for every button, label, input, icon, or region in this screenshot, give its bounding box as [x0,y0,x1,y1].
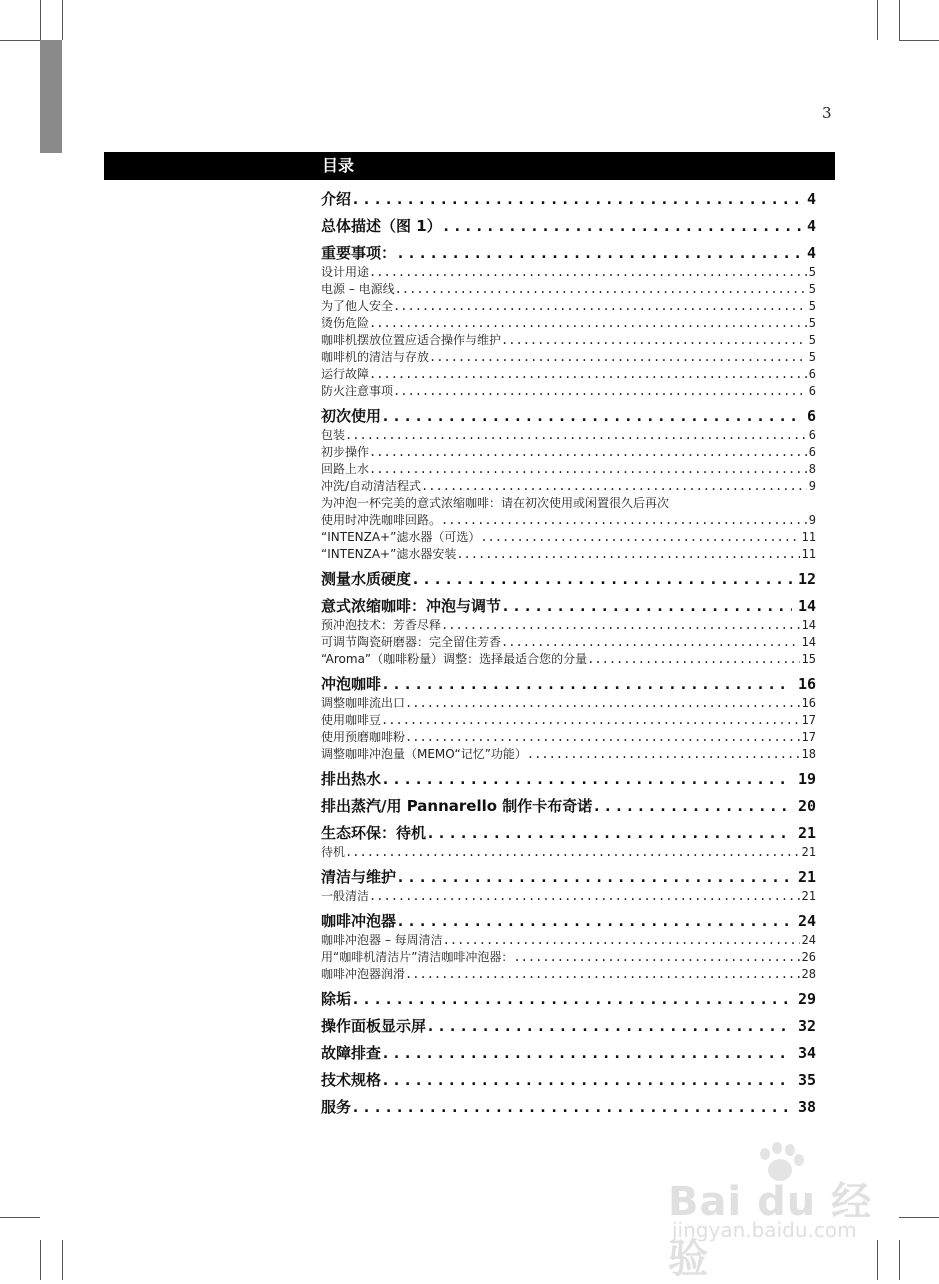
toc-subentry-title: 咖啡冲泡器润滑 [321,967,406,981]
toc-section [321,215,816,237]
toc-subentry-title: 防火注意事项 [321,384,394,398]
toc-subentry-title: 为冲泡一杯完美的意式浓缩咖啡：请在初次使用或闲置很久后再次 [321,496,670,510]
toc-subentry-title: 电源 – 电源线 [321,282,395,296]
toc-subentry[interactable] [321,332,816,349]
toc-subentry[interactable] [321,932,816,949]
toc-subentry-page: 21 [801,845,816,859]
toc-subentry-title: 为了他人安全 [321,299,394,313]
toc-entry[interactable] [321,188,816,210]
toc-section [321,568,816,590]
watermark-url: jingyan.baidu.com [672,1218,857,1242]
toc-subentry-title: 待机 [321,845,346,859]
toc-leader-dots [393,383,807,400]
toc-leader-dots [381,1069,792,1091]
toc-subentry-page: 21 [801,889,816,903]
toc-leader-dots [381,673,792,695]
toc-entry-page: 34 [797,1044,816,1062]
toc-subentry[interactable] [321,844,816,861]
toc-entry-title: 技术规格 [321,1071,382,1089]
toc-subentry-title: 咖啡冲泡器 – 每周清洁 [321,933,443,947]
crop-mark [0,40,40,41]
toc-subentry[interactable] [321,427,816,444]
toc-entry[interactable] [321,866,816,888]
toc-entry-page: 35 [797,1071,816,1089]
toc-section [321,595,816,668]
toc-subentry-page: 5 [808,265,816,279]
toc-subentry-title: 运行故障 [321,367,370,381]
toc-section [321,673,816,763]
toc-subentry[interactable] [321,729,816,746]
toc-leader-dots [369,366,807,383]
toc-entry[interactable] [321,988,816,1010]
toc-leader-dots [381,768,792,790]
crop-mark [899,40,939,41]
toc-subentry[interactable] [321,495,816,512]
toc-subentry[interactable] [321,949,816,966]
toc-subentry-title: 使用预磨咖啡粉 [321,730,406,744]
toc-subentry-title: 冲洗/自动清洁程式 [321,479,422,493]
toc-subentry[interactable] [321,461,816,478]
toc-leader-dots [441,512,807,529]
toc-subentry[interactable] [321,529,816,546]
toc-subentry[interactable] [321,888,816,905]
toc-leader-dots [480,529,799,546]
toc-section [321,1042,816,1064]
toc-leader-dots [369,461,807,478]
toc-entry-page: 12 [797,570,816,588]
toc-entry[interactable] [321,673,816,695]
toc-leader-dots [405,695,800,712]
toc-subentry-page: 8 [808,462,816,476]
toc-leader-dots [381,405,801,427]
toc-entry-title: 排出热水 [321,770,382,788]
toc-leader-dots [381,712,800,729]
toc-entry-title: 初次使用 [321,407,382,425]
toc-subentry-page: 5 [808,316,816,330]
toc-subentry-title: 预冲泡技术：芳香尽释 [321,618,442,632]
toc-leader-dots [396,242,801,264]
toc-entry[interactable] [321,215,816,237]
toc-subentry-title: 咖啡机的清洁与存放 [321,350,430,364]
crop-mark [899,1240,900,1280]
toc-subentry-title: 调整咖啡冲泡量（MEMO“记忆”功能） [321,747,527,761]
toc-entry-title: 生态环保：待机 [321,824,427,842]
page-title: 目录 [322,156,355,175]
toc-leader-dots [351,988,792,1010]
toc-subentry[interactable] [321,546,816,563]
toc-subentry-page: 5 [808,282,816,296]
toc-entry[interactable] [321,595,816,617]
toc-leader-dots [501,634,800,651]
toc-subentry-title: 可调节陶瓷研磨器：完全留住芳香 [321,635,502,649]
toc-entry-title: 清洁与维护 [321,868,397,886]
crop-mark [0,1217,40,1218]
watermark-brand: Bai du 经验 [668,1179,873,1282]
toc-subentry[interactable] [321,512,816,529]
toc-section [321,188,816,210]
toc-subentry-title: 设计用途 [321,265,370,279]
toc-entry-page: 38 [797,1098,816,1116]
toc-subentry-page: 6 [808,367,816,381]
toc-leader-dots [369,444,807,461]
crop-mark [40,1240,41,1280]
toc-subentry-page: 24 [801,933,816,947]
toc-leader-dots [381,1042,792,1064]
toc-leader-dots [421,478,807,495]
toc-subentry-page: 5 [808,333,816,347]
toc-leader-dots [501,595,792,617]
toc-section [321,910,816,983]
toc-leader-dots [592,795,792,817]
toc-subentry-page: 16 [801,696,816,710]
toc-entry[interactable] [321,1042,816,1064]
toc-entry-title: 排出蒸汽/用 Pannarello 制作卡布奇诺 [321,797,593,815]
toc-entry-page: 20 [797,797,816,815]
toc-subentry-title: 一般清洁 [321,889,370,903]
crop-mark [899,0,900,40]
toc-leader-dots [426,1015,792,1037]
toc-subentry-title: 烫伤危险 [321,316,370,330]
toc-entry[interactable] [321,242,816,264]
toc-subentry-title: 用“咖啡机清洁片”清洁咖啡冲泡器： [321,950,514,964]
toc-subentry-page: 5 [808,350,816,364]
toc-subentry-page: 5 [808,299,816,313]
toc-subentry[interactable] [321,349,816,366]
toc-subentry-page: 6 [808,445,816,459]
toc-subentry[interactable] [321,383,816,400]
toc-subentry-page: 6 [808,384,816,398]
toc-subentry-page: 15 [801,652,816,666]
toc-entry[interactable] [321,1069,816,1091]
toc-leader-dots [456,546,799,563]
toc-subentry-page: 11 [801,547,816,561]
toc-subentry-page: 18 [801,747,816,761]
toc-subentry-title: “Aroma”（咖啡粉量）调整：选择最适合您的分量 [321,652,588,666]
toc-subentry-page: 14 [801,635,816,649]
toc-leader-dots [411,568,792,590]
toc-entry-title: 咖啡冲泡器 [321,912,397,930]
toc-leader-dots [396,866,792,888]
toc-section [321,866,816,905]
crop-mark [62,0,63,40]
toc-leader-dots [345,427,807,444]
toc-entry-page: 6 [806,407,816,425]
toc-leader-dots [395,281,807,298]
toc-subentry-page: 9 [808,479,816,493]
toc-entry-page: 4 [806,244,816,262]
toc-entry[interactable] [321,910,816,932]
toc-subentry[interactable] [321,444,816,461]
toc-subentry-title: “INTENZA+”滤水器（可选） [321,530,481,544]
toc-entry-page: 16 [797,675,816,693]
toc-entry-title: 操作面板显示屏 [321,1017,427,1035]
toc-leader-dots [351,1096,792,1118]
toc-subentry[interactable] [321,746,816,763]
toc-subentry[interactable] [321,695,816,712]
toc-entry-title: 除垢 [321,990,352,1008]
toc-section [321,1069,816,1091]
toc-entry-page: 14 [797,597,816,615]
toc-entry-page: 4 [806,217,816,235]
crop-mark [40,0,41,40]
side-tab-marker [40,40,62,153]
toc-entry-page: 29 [797,990,816,1008]
toc-section [321,768,816,790]
toc-section [321,242,816,400]
toc-entry-title: 故障排查 [321,1044,382,1062]
toc-leader-dots [513,949,799,966]
toc-entry-title: 冲泡咖啡 [321,675,382,693]
toc-subentry-title: 使用时冲洗咖啡回路。 [321,513,442,527]
toc-subentry[interactable] [321,966,816,983]
header-bar [104,152,835,180]
toc-entry-page: 19 [797,770,816,788]
toc-subentry-title: 回路上水 [321,462,370,476]
toc-subentry[interactable] [321,281,816,298]
toc-leader-dots [351,188,801,210]
toc-subentry-title: “INTENZA+”滤水器安装 [321,547,457,561]
toc-subentry-page: 26 [801,950,816,964]
toc-subentry-title: 包装 [321,428,346,442]
toc-section [321,1096,816,1118]
toc-entry-title: 总体描述（图 1） [321,217,442,235]
toc-subentry[interactable] [321,315,816,332]
toc-entry-page: 21 [797,824,816,842]
toc-subentry-page: 11 [801,530,816,544]
toc-leader-dots [369,264,807,281]
crop-mark [899,1217,939,1218]
toc-subentry[interactable] [321,264,816,281]
toc-leader-dots [429,349,807,366]
toc-section [321,1015,816,1037]
toc-entry-title: 意式浓缩咖啡：冲泡与调节 [321,597,502,615]
table-of-contents [321,188,816,1123]
toc-leader-dots [587,651,799,668]
page-number: 3 [822,104,832,122]
toc-subentry[interactable] [321,298,816,315]
toc-leader-dots [426,822,792,844]
toc-subentry-page: 6 [808,428,816,442]
toc-entry-page: 21 [797,868,816,886]
toc-subentry-page: 9 [808,513,816,527]
toc-section [321,795,816,817]
toc-entry-title: 重要事项： [321,244,397,262]
toc-subentry[interactable] [321,478,816,495]
toc-section [321,822,816,861]
crop-mark [877,0,878,40]
toc-entry-title: 介绍 [321,190,352,208]
toc-subentry[interactable] [321,617,816,634]
toc-leader-dots [393,298,807,315]
toc-leader-dots [369,315,807,332]
toc-subentry[interactable] [321,634,816,651]
toc-subentry-page: 17 [801,730,816,744]
toc-leader-dots [441,617,800,634]
toc-subentry[interactable] [321,651,816,668]
toc-entry-title: 服务 [321,1098,352,1116]
toc-entry[interactable] [321,568,816,590]
toc-subentry-title: 咖啡机摆放位置应适合操作与维护 [321,333,502,347]
toc-entry[interactable] [321,822,816,844]
toc-subentry-title: 初步操作 [321,445,370,459]
toc-entry[interactable] [321,1096,816,1118]
toc-subentry-title: 调整咖啡流出口 [321,696,406,710]
toc-leader-dots [442,215,801,237]
toc-entry[interactable] [321,405,816,427]
toc-subentry-page: 28 [801,967,816,981]
toc-section [321,988,816,1010]
toc-section [321,405,816,563]
toc-entry-page: 32 [797,1017,816,1035]
toc-leader-dots [396,910,792,932]
watermark [668,1142,898,1282]
toc-leader-dots [369,888,800,905]
toc-entry[interactable] [321,1015,816,1037]
toc-leader-dots [527,746,800,763]
toc-leader-dots [345,844,800,861]
toc-subentry-title: 使用咖啡豆 [321,713,382,727]
toc-subentry-page: 14 [801,618,816,632]
toc-entry[interactable] [321,795,816,817]
toc-subentry[interactable] [321,366,816,383]
crop-mark [62,1240,63,1280]
toc-entry-page: 24 [797,912,816,930]
toc-entry[interactable] [321,768,816,790]
toc-entry-page: 4 [806,190,816,208]
toc-leader-dots [443,932,800,949]
toc-leader-dots [405,729,800,746]
toc-leader-dots [405,966,800,983]
toc-leader-dots [501,332,807,349]
toc-subentry-page: 17 [801,713,816,727]
toc-subentry[interactable] [321,712,816,729]
toc-entry-title: 测量水质硬度 [321,570,412,588]
